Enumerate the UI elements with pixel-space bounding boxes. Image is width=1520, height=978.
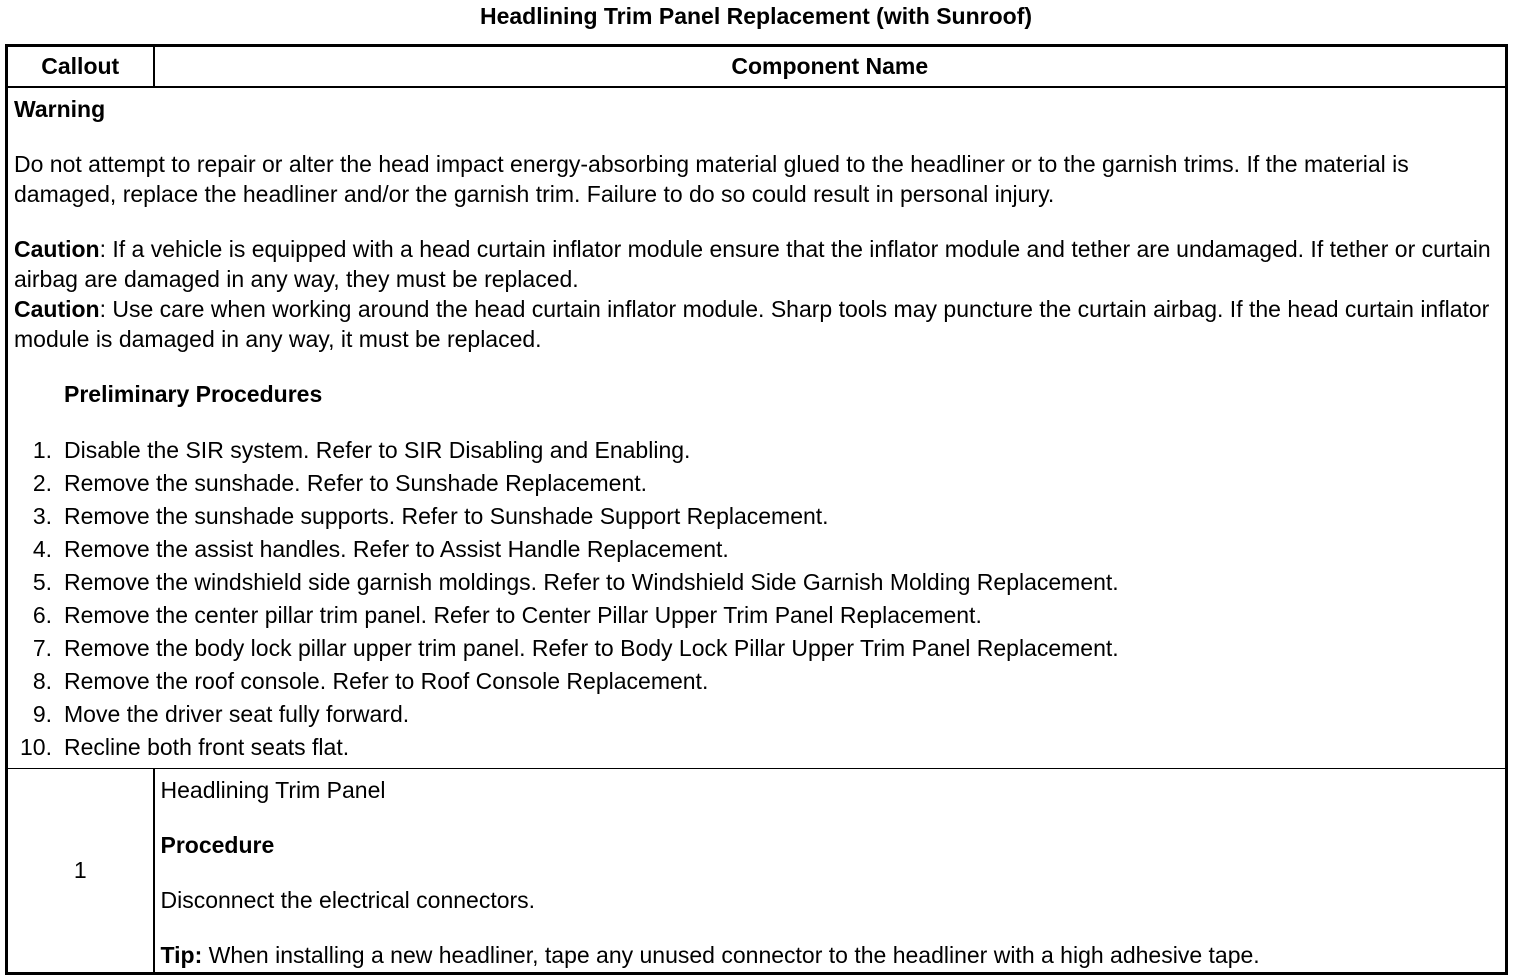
caution-1-text: : If a vehicle is equipped with a head curtain inflator module ensure that the inflator module and tether are undamaged. If tether or curtain airbag are damaged in any way, they must be replaced. (14, 236, 1491, 292)
step-number: 8. (32, 668, 52, 694)
table-row (7, 769, 1507, 974)
step-number: 7. (32, 635, 52, 661)
step-text: Remove the sunshade. Refer to Sunshade Replacement. (64, 470, 648, 496)
procedure-heading: Procedure (160, 832, 275, 858)
component-name-column-header: Component Name (154, 46, 1507, 88)
list-item (14, 566, 1499, 599)
caution-1-label: Caution (14, 236, 100, 262)
list-item (14, 665, 1499, 698)
step-number: 9. (32, 701, 52, 727)
step-text: Remove the body lock pillar upper trim panel. Refer to Body Lock Pillar Upper Trim Panel Replacement. (64, 635, 1119, 661)
step-number: 6. (32, 602, 52, 628)
warning-text: Do not attempt to repair or alter the head impact energy-absorbing material glued to the headliner or to the garnish trims. If the material is damaged, replace the headliner and/or the garnish trim. Failure to do so could result in personal injury. (14, 151, 1409, 207)
step-text: Recline both front seats flat. (64, 734, 350, 760)
step-number: 5. (32, 569, 52, 595)
preliminary-steps-list (14, 434, 1499, 764)
tip (161, 940, 1500, 970)
list-item (14, 434, 1499, 467)
tip-text: When installing a new headliner, tape any unused connector to the headliner with a high adhesive tape. (202, 942, 1260, 968)
step-text: Remove the center pillar trim panel. Refer to Center Pillar Upper Trim Panel Replacement. (64, 602, 982, 628)
table-header-row (7, 46, 1507, 88)
list-item (14, 731, 1499, 764)
tip-label: Tip: (160, 942, 203, 968)
document-title: Headlining Trim Panel Replacement (with Sunroof) (479, 3, 1033, 29)
warning-cell (7, 87, 1507, 769)
component-name: Headlining Trim Panel (160, 777, 386, 803)
step-text: Remove the assist handles. Refer to Assist Handle Replacement. (64, 536, 729, 562)
step-number: 3. (32, 503, 52, 529)
caution-1 (14, 234, 1499, 294)
list-item (14, 467, 1499, 500)
step-number: 10. (20, 734, 52, 760)
step-number: 4. (32, 536, 52, 562)
caution-2 (14, 294, 1499, 354)
step-number: 2. (32, 470, 52, 496)
step-text: Remove the sunshade supports. Refer to Sunshade Support Replacement. (64, 503, 829, 529)
callout-column-header: Callout (7, 46, 154, 88)
step-text: Remove the windshield side garnish moldings. Refer to Windshield Side Garnish Molding Replacement. (64, 569, 1119, 595)
procedure-text: Disconnect the electrical connectors. (160, 887, 536, 913)
caution-2-text: : Use care when working around the head curtain inflator module. Sharp tools may puncture the curtain airbag. If the head curtain inflator module is damaged in any way, it must be replaced. (14, 296, 1490, 352)
step-text: Disable the SIR system. Refer to SIR Disabling and Enabling. (64, 437, 691, 463)
list-item (14, 500, 1499, 533)
step-text: Remove the roof console. Refer to Roof Console Replacement. (64, 668, 709, 694)
callout-number: 1 (7, 769, 154, 974)
list-item (14, 632, 1499, 665)
step-text: Move the driver seat fully forward. (64, 701, 410, 727)
warning-row (7, 87, 1507, 769)
list-item (14, 698, 1499, 731)
preliminary-procedures-heading: Preliminary Procedures (64, 381, 323, 407)
warning-heading: Warning (14, 96, 106, 122)
step-number: 1. (32, 437, 52, 463)
caution-2-label: Caution (14, 296, 100, 322)
list-item (14, 599, 1499, 632)
component-cell (154, 769, 1507, 974)
procedure-table (5, 44, 1508, 975)
list-item (14, 533, 1499, 566)
